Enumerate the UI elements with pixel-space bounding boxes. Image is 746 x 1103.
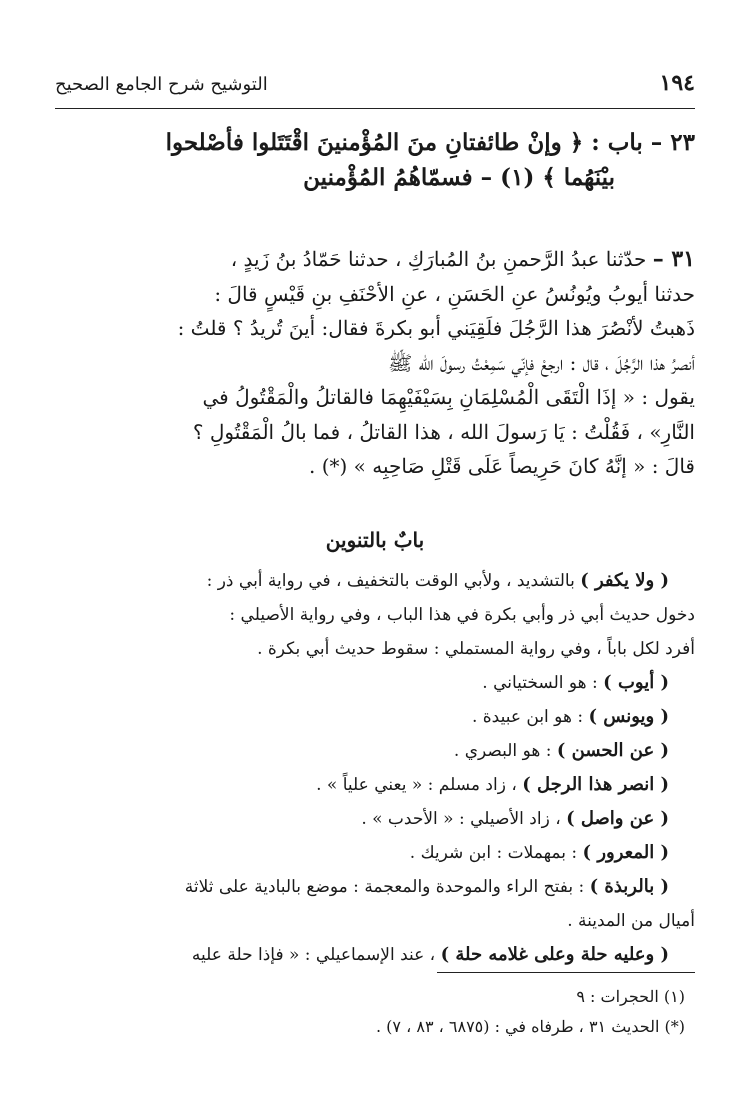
page-number: ١٩٤	[659, 70, 695, 96]
hadith-number: ٣١ –	[652, 246, 695, 272]
footnote: (*) الحديث ٣١ ، طرفاه في : (٦٨٧٥ ، ٨٣ ، ٧) .	[375, 1017, 685, 1036]
commentary-line: ( أيوب ) : هو السختياني .	[482, 672, 669, 693]
commentary-line: أميال من المدينة .	[567, 911, 695, 931]
hadith-line: حدثنا أيوبُ ويُونُسُ عنِ الحَسَنِ ، عنِ الأحْنَفِ بنِ قَيْسٍ قالَ :	[214, 281, 695, 306]
footnotes	[55, 982, 685, 1042]
chapter-heading-line-1: ٢٣ – باب : ﴿ وإنْ طائفتانِ منَ المُؤْمنينَ اقْتَتَلوا فأصْلحوا	[165, 129, 695, 156]
commentary-line: ( ولا يكفر ) بالتشديد ، ولأبي الوقت بالتخفيف ، في رواية أبي ذر :	[206, 570, 669, 591]
hadith-line: ٣١ – حدّثنا عبدُ الرَّحمنِ بنُ المُبارَكِ ، حدثنا حَمّادُ بنُ زَيدٍ ،	[230, 246, 695, 272]
hadith-line: ذَهبتُ لأنْصُرَ هذا الرَّجُلَ فلَقِيَني أبو بكرةَ فقال: أينَ تُريدُ ؟ قلتُ :	[177, 316, 695, 340]
commentary-line: ( وعليه حلة وعلى غلامه حلة ) ، عند الإسماعيلي : « فإذا حلة عليه	[191, 944, 669, 965]
commentary	[55, 564, 695, 972]
footnote-rule	[437, 972, 695, 973]
commentary-line: ( انصر هذا الرجل ) ، زاد مسلم : « يعني علياً » .	[316, 774, 669, 795]
commentary-line: ( بالربذة ) : بفتح الراء والموحدة والمعجمة : موضع بالبادية على ثلاثة	[184, 876, 669, 897]
commentary-line: ( ويونس ) : هو ابن عبيدة .	[471, 706, 669, 727]
hadith-line: النَّارِ» ، فَقُلْتُ : يَا رَسولَ الله ، هذا القاتلُ ، فما بالُ الْمَقْتُولِ ؟	[192, 419, 695, 444]
hadith-line: يقول : « إذَا الْتَقَى الْمُسْلِمَانِ بِسَيْفَيْهِمَا فالقاتلُ والْمَقْتُولُ في	[202, 385, 695, 409]
commentary-line: ( عن الحسن ) : هو البصري .	[453, 740, 669, 761]
commentary-line: دخول حديث أبي ذر وأبي بكرة في هذا الباب ، وفي رواية الأصيلي :	[229, 605, 695, 625]
running-title: التوشيح شرح الجامع الصحيح	[55, 74, 268, 95]
chapter-heading-line-2: بيْنَهُما ﴾ (١) – فسمّاهُمُ المُؤْمنين	[303, 164, 615, 191]
commentary-line: أفرد لكل باباً ، وفي رواية المستملي : سقوط حديث أبي بكرة .	[257, 639, 695, 659]
footnote: (١) الحجرات : ٩	[576, 987, 685, 1006]
page-header	[55, 70, 695, 104]
commentary-line: ( المعرور ) : بمهملات : ابن شريك .	[409, 842, 669, 863]
section-heading: بابٌ بالتنوين	[325, 528, 425, 552]
book-page	[55, 52, 695, 1052]
hadith-line: قالَ : « إنَّهُ كانَ حَرِيصاً عَلَى قَتْلِ صَاحِبِه » (*) .	[308, 454, 695, 478]
header-rule	[55, 108, 695, 109]
hadith-line: أنصرُ هذا الرَّجُلَ ، قال : ارجعْ فإنّي سَمِعْتُ رسولَ الله ﷺ	[388, 350, 695, 375]
hadith-text	[55, 242, 695, 484]
commentary-line: ( عن واصل ) ، زاد الأصيلي : « الأحدب » .	[361, 808, 669, 829]
